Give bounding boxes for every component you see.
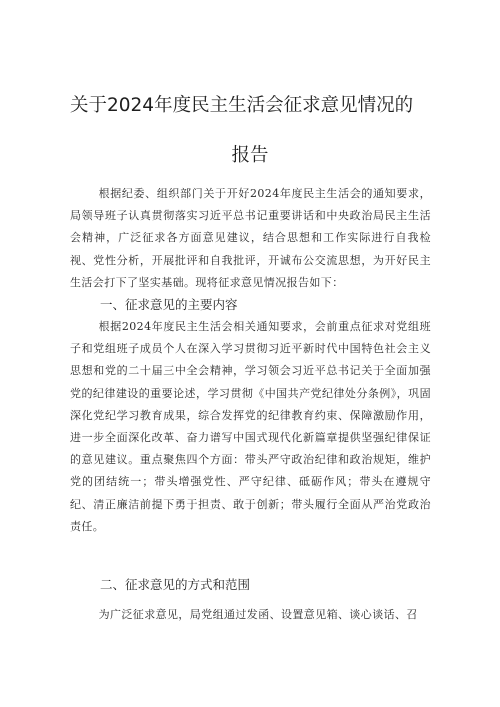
intro-paragraph: 根据纪委、组织部门关于开好2024年度民主生活会的通知要求，局领导班子认真贯彻落实习近平总书记重要讲话和中央政治局民主生活会精神，广泛征求各方面意见建议，结合思想和工作实际进行自我检视、党性分析，开展批评和自我批评，开诚布公交流思想，为开好民主生活会打下了坚实基础。现将征求意见情况报告如下：: [70, 187, 431, 289]
document-title-line-2: 报告: [231, 145, 269, 166]
section-1-heading: 一、征求意见的主要内容: [100, 297, 238, 312]
document-title-line-1: 关于2024年度民主生活会征求意见情况的: [70, 95, 414, 116]
section-2-heading: 二、征求意见的方式和范围: [100, 577, 251, 592]
section-2-paragraph: 为广泛征求意见，局党组通过发函、设置意见箱、谈心谈话、召: [98, 608, 418, 621]
section-1-paragraph: 根据2024年度民主生活会相关通知要求，会前重点征求对党组班子和党组班子成员个人在深入学习贯彻习近平新时代中国特色社会主义思想和党的二十届三中全会精神，学习领会习近平总书记关于全面加强党的纪律建设的重要论述，学习贯彻《中国共产党纪律处分条例》，巩固深化党纪学习教育成果，综合发挥党的纪律教育约束、保障激励作用，进一步全面深化改革、奋力谱写中国式现代化新篇章提供坚强纪律保证的意见建议。重点聚焦四个方面：带头严守政治纪律和政治规矩，维护党的团结统一；带头增强党性、严守纪律、砥砺作风；带头在遵规守纪、清正廉洁前提下勇于担责、敢于创新；带头履行全面从严治党政治责任。: [70, 320, 431, 533]
